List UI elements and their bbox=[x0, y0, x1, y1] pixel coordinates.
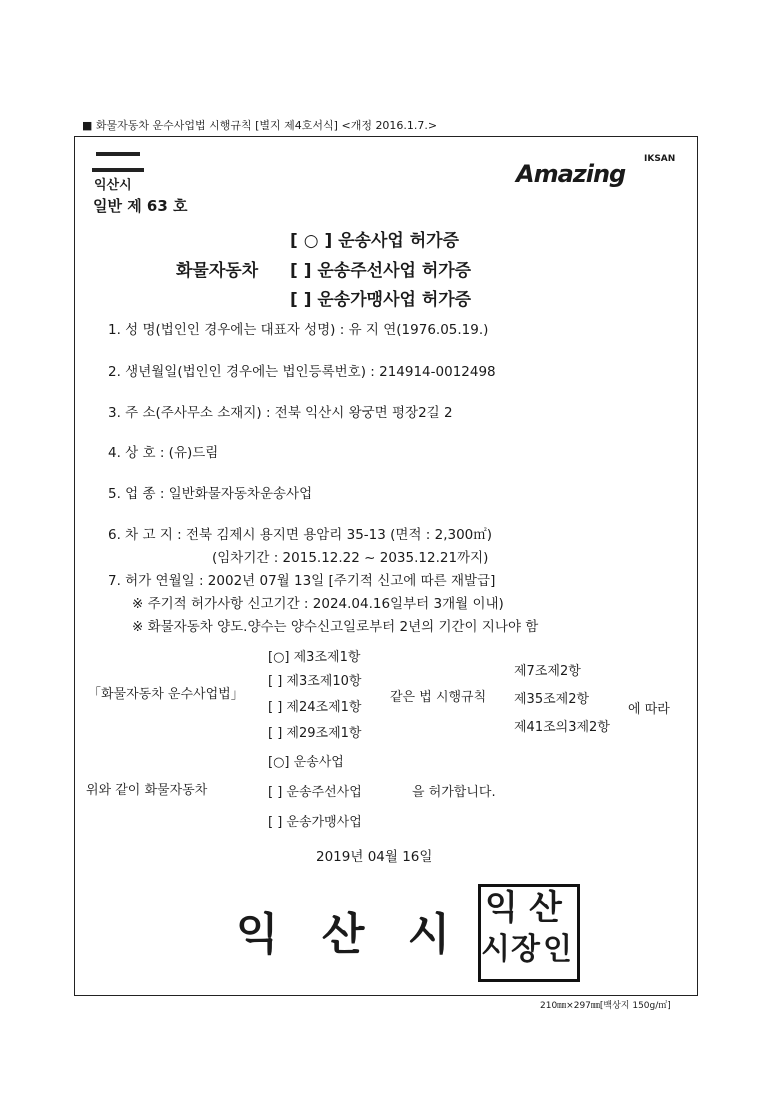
issue-date: 2019년 04월 16일 bbox=[316, 849, 433, 865]
logo-city-name: 익산시 bbox=[94, 178, 132, 193]
amazing-iksan-logo bbox=[516, 154, 676, 188]
law-article-check: [ ] 제24조제1항 bbox=[268, 700, 362, 715]
seal-char: 시 bbox=[481, 932, 510, 967]
title-brokerage-business: [ ] 운송주선사업 허가증 bbox=[290, 261, 472, 281]
item-birthdate: 2. 생년월일(법인인 경우에는 법인등록번호) : 214914-0012498 bbox=[108, 364, 496, 380]
logo-iksan-text: IKSAN bbox=[644, 154, 676, 164]
seal-char: 장 bbox=[511, 932, 540, 967]
item-trade-name: 4. 상 호 : (유)드림 bbox=[108, 445, 219, 461]
title-franchise-business: [ ] 운송가맹사업 허가증 bbox=[290, 290, 472, 310]
permit-type-check: [○] 운송사업 bbox=[268, 755, 344, 770]
note-transfer: ※ 화물자동차 양도.양수는 양수신고일로부터 2년의 기간이 지나야 함 bbox=[132, 619, 539, 635]
law-same-rule: 같은 법 시행규칙 bbox=[390, 690, 487, 705]
item-garage: 6. 차 고 지 : 전북 김제시 용지면 용암리 35-13 (면적 : 2,300㎡) bbox=[108, 527, 493, 543]
law-article-check: [ ] 제3조제10항 bbox=[268, 674, 362, 689]
law-article-check: [ ] 제29조제1항 bbox=[268, 726, 362, 741]
permit-type-check: [ ] 운송가맹사업 bbox=[268, 815, 362, 830]
item-address: 3. 주 소(주사무소 소재지) : 전북 익산시 왕궁면 평장2길 2 bbox=[108, 405, 453, 421]
law-act-name: 「화물자동차 운수사업법」 bbox=[88, 687, 244, 702]
iksan-city-logo bbox=[88, 146, 148, 192]
item-business-type: 5. 업 종 : 일반화물자동차운송사업 bbox=[108, 486, 313, 502]
logo-amazing-text: Amazing bbox=[516, 160, 626, 188]
law-article-check: [○] 제3조제1항 bbox=[268, 650, 361, 665]
title-prefix: 화물자동차 bbox=[176, 261, 259, 281]
form-header: ■ 화물자동차 운수사업법 시행규칙 [별지 제4호서식] <개정 2016.1.7.> bbox=[82, 119, 438, 132]
law-rule-article: 제7조제2항 bbox=[514, 664, 581, 679]
law-rule-article: 제41조의3제2항 bbox=[514, 720, 610, 735]
document-number: 일반 제 63 호 bbox=[93, 197, 188, 215]
official-seal bbox=[478, 884, 580, 982]
permit-intro: 위와 같이 화물자동차 bbox=[86, 783, 208, 798]
item-lease-period: (임차기간 : 2015.12.22 ~ 2035.12.21까지) bbox=[212, 550, 489, 566]
note-report-period: ※ 주기적 허가사항 신고기간 : 2024.04.16일부터 3개월 이내) bbox=[132, 596, 504, 612]
item-name: 1. 성 명(법인인 경우에는 대표자 성명) : 유 지 연(1976.05.19.) bbox=[108, 322, 489, 338]
paper-spec: 210㎜×297㎜[백상지 150g/㎡] bbox=[540, 1001, 671, 1011]
permit-grant: 을 허가합니다. bbox=[412, 785, 496, 800]
issuer-name: 익 산 시 bbox=[236, 909, 465, 960]
pavilion-base-icon bbox=[92, 168, 144, 172]
seal-char: 산 bbox=[529, 888, 562, 928]
permit-type-check: [ ] 운송주선사업 bbox=[268, 785, 362, 800]
item-permit-date: 7. 허가 연월일 : 2002년 07월 13일 [주기적 신고에 따른 재발급] bbox=[108, 573, 496, 589]
seal-char: 익 bbox=[485, 888, 518, 928]
law-according: 에 따라 bbox=[628, 702, 670, 717]
title-transport-business: [ ○ ] 운송사업 허가증 bbox=[290, 231, 460, 251]
seal-char: 인 bbox=[543, 932, 572, 967]
law-rule-article: 제35조제2항 bbox=[514, 692, 590, 707]
